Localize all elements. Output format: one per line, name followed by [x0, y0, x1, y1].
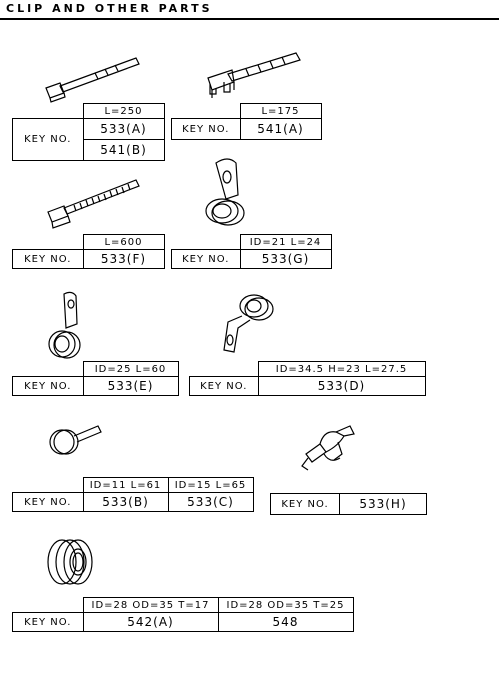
- parts-table-5: [12, 361, 179, 396]
- key-no-value: 533(H): [340, 494, 427, 515]
- grommet-illustration: [44, 534, 104, 590]
- page-title: CLIP AND OTHER PARTS: [6, 2, 213, 15]
- key-no-value: 541(A): [240, 119, 321, 140]
- page-header: [0, 0, 499, 20]
- strap-clip-illustration: [198, 48, 308, 103]
- key-no-value: 533(G): [240, 250, 331, 269]
- parts-table-8: [270, 493, 427, 515]
- cable-tie-illustration: [40, 50, 150, 105]
- p-clip-illustration: [196, 155, 256, 230]
- spec-cell: ID=11 L=61: [83, 478, 168, 493]
- spec-cell: ID=28 OD=35 T=17: [83, 598, 218, 613]
- key-no-label: KEY NO.: [13, 613, 84, 632]
- key-no-value: 533(B): [83, 493, 168, 512]
- key-no-value: 533(E): [83, 377, 178, 396]
- bracket-clip-illustration: [294, 420, 364, 478]
- p-clip-large-illustration: [42, 290, 92, 362]
- key-no-value: 542(A): [83, 613, 218, 632]
- spec-cell: ID=21 L=24: [240, 235, 331, 250]
- band-clip-illustration: [46, 420, 106, 460]
- key-no-label: KEY NO.: [172, 119, 241, 140]
- spec-cell: ID=25 L=60: [83, 362, 178, 377]
- offset-clip-illustration: [218, 288, 278, 358]
- key-no-value: 533(F): [83, 250, 164, 269]
- key-no-label: KEY NO.: [190, 377, 259, 396]
- parts-table-1: [12, 103, 165, 161]
- key-no-label: KEY NO.: [271, 494, 340, 515]
- parts-table-3: [12, 234, 165, 269]
- parts-table-7: [12, 477, 254, 512]
- key-no-label: KEY NO.: [13, 119, 84, 161]
- key-no-value: 533(C): [168, 493, 253, 512]
- spec-cell: L=175: [240, 104, 321, 119]
- spec-cell: L=250: [83, 104, 164, 119]
- parts-table-6: [189, 361, 426, 396]
- parts-table-4: [171, 234, 332, 269]
- spec-cell: ID=15 L=65: [168, 478, 253, 493]
- key-no-value: 533(A): [83, 119, 164, 140]
- spec-cell: ID=28 OD=35 T=25: [218, 598, 353, 613]
- spec-cell: L=600: [83, 235, 164, 250]
- parts-table-9: [12, 597, 354, 632]
- spec-cell: ID=34.5 H=23 L=27.5: [258, 362, 425, 377]
- key-no-value: 533(D): [258, 377, 425, 396]
- key-no-value: 548: [218, 613, 353, 632]
- key-no-label: KEY NO.: [13, 250, 84, 269]
- key-no-label: KEY NO.: [172, 250, 241, 269]
- parts-table-2: [171, 103, 322, 140]
- key-no-value: 541(B): [83, 140, 164, 161]
- key-no-label: KEY NO.: [13, 377, 84, 396]
- long-cable-tie-illustration: [40, 172, 150, 232]
- key-no-label: KEY NO.: [13, 493, 84, 512]
